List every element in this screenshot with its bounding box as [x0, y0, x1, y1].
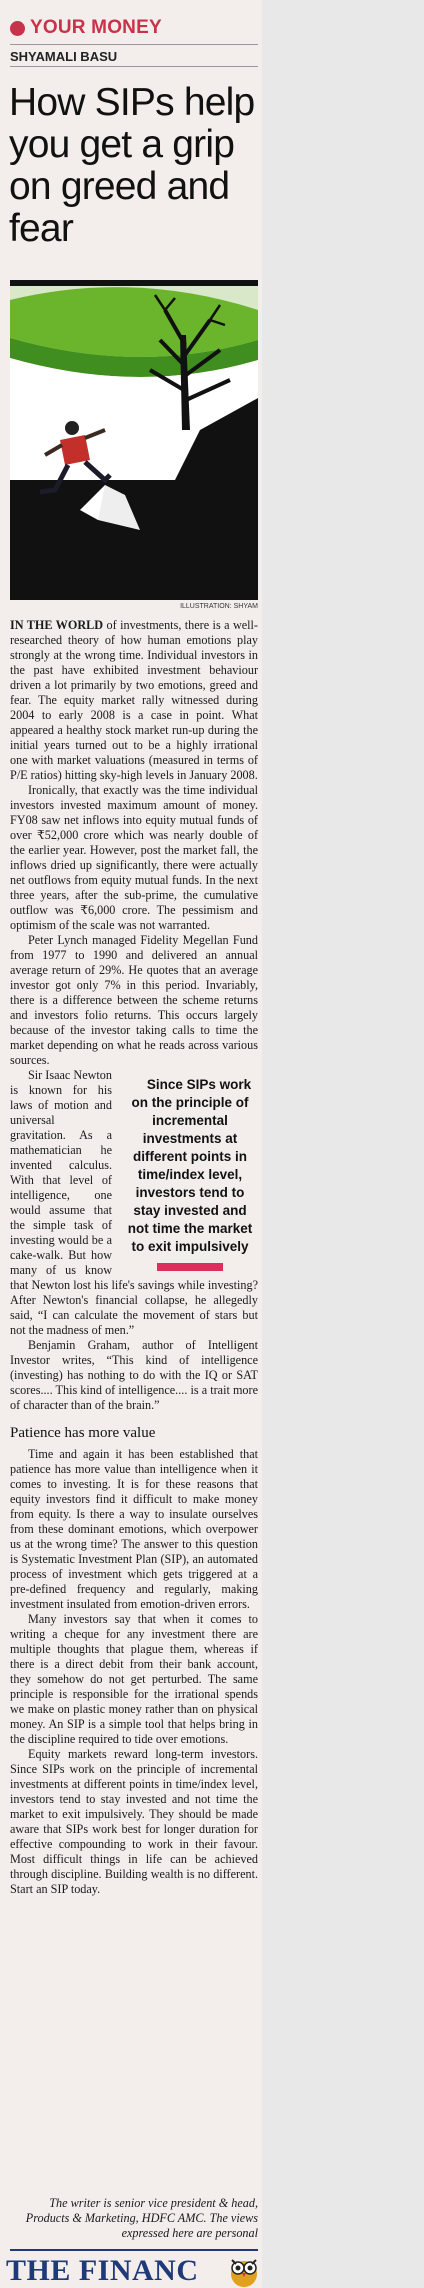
subhead: Patience has more value: [10, 1425, 156, 1441]
cliff-climber-illustration: [10, 280, 258, 600]
paragraph: Benjamin Graham, author of Intelligent Investor writes, “This kind of intelligence (investing) has nothing to do with the IQ or SAT scores.... This kind of intelligence.... is a trait more of character than of the brain.”: [10, 1338, 258, 1412]
byline: SHYAMALI BASU: [10, 49, 118, 64]
author-note: The writer is senior vice president & head, Products & Marketing, HDFC AMC. The views expressed here are personal: [25, 2196, 258, 2240]
section-header: [10, 16, 162, 40]
divider: [10, 66, 258, 67]
paragraph: Time and again it has been established that patience has more value than intelligence when it comes to investing. It is for these reasons that equity investors find it difficult to make money from equity. Is there a way to insulate ourselves from these dominant emotions, which overpower us at the wrong time? The answer to this question is Systematic Investment Plan (SIP), an automated process of investment which gets triggered at a pre-defined frequency and regularly, making investment insulated from emotion-driven errors.: [10, 1447, 258, 1611]
paragraph: Equity markets reward long-term investors. Since SIPs work on the principle of incremental investments at different points in time/index level, investors tend to stay invested and not time the market to exit impulsively. They should be made aware that SIPs work best for longer duration for effective compounding to work in their favour. Most difficult things in life can be achieved through discipline. Building wealth is no different. Start an SIP today.: [10, 1747, 258, 1896]
article-body: [10, 618, 258, 1897]
pull-quote-bar: [157, 1263, 223, 1271]
section-label: YOUR MONEY: [30, 17, 162, 38]
paragraph: Ironically, that exactly was the time individual investors invested maximum amount of money. FY08 saw net inflows into equity mutual funds of over ₹52,000 crore which was nearly double of the earlier year. However, post the market fall, the inflows dried up significantly, there were actually net outflows from equity mutual funds. In the next three years, after the sub-prime, the cumulative outflow was ₹6,000 crore. The pessimism and optimism of the scale was not warranted.: [10, 783, 258, 932]
paragraph: Since SIPs work on the principle of incremental investments at different points in time/index level, investors tend to stay invested and not time the market to exit impulsively Sir Isaac Newton is known for his laws of motion and universal gravitation. As a mathematician he invented calculus. With that level of intelligence, one would assume that the simple task of investing would be a cake-walk. But how many of us know that Newton lost his life's savings while investing? After Newton's financial collapse, he allegedly said, “I can calculate the movement of stars but not the madness of men.”: [10, 1068, 258, 1337]
headline: How SIPs help you get a grip on greed and fear: [9, 81, 255, 250]
paragraph: Many investors say that when it comes to writing a cheque for any investment there are multiple thoughts that plague them, whereas if there is a direct debit from their bank account, they somehow do not get perturbed. The same principle is responsible for the irrational spends we make on plastic money rather than on physical money. An SIP is a simple tool that helps bring in the discipline required to tide over emotions.: [10, 1612, 258, 1746]
paragraph: Peter Lynch managed Fidelity Megellan Fund from 1977 to 1990 and delivered an annual average return of 29%. He quotes that an average investor got only 7% in this period. Invariably, there is a difference between the scheme returns and investors folio returns. This occurs largely because of the investor taking calls to time the market depending on what he reads across various sources.: [10, 933, 258, 1067]
paragraph: IN THE WORLD of investments, there is a well-researched theory of how human emotions play strongly at the wrong time. Individual investors in the past have exhibited investment behaviour driven a lot primarily by two emotions, greed and fear. The equity market rally witnessed during 2004 to early 2008 is a case in point. What appeared a healthy stock market run-up during the initial years turned out to be a highly irrational one with market valuations (measured in terms of P/E ratios) hitting sky-high levels in January 2008.: [10, 618, 258, 782]
owl-mascot-icon: [228, 2252, 260, 2288]
pull-quote: Since SIPs work on the principle of incremental investments at different points in time/index level, investors tend to stay invested and not time the market to exit impulsively: [122, 1076, 258, 1271]
illustration-credit: ILLUSTRATION: SHYAM: [180, 603, 258, 610]
masthead-logo: THE FINANC: [6, 2254, 199, 2287]
section-bullet-icon: [10, 21, 25, 36]
masthead-rule: [10, 2249, 258, 2251]
lead-in: IN THE WORLD: [10, 618, 104, 632]
divider: [10, 44, 258, 45]
